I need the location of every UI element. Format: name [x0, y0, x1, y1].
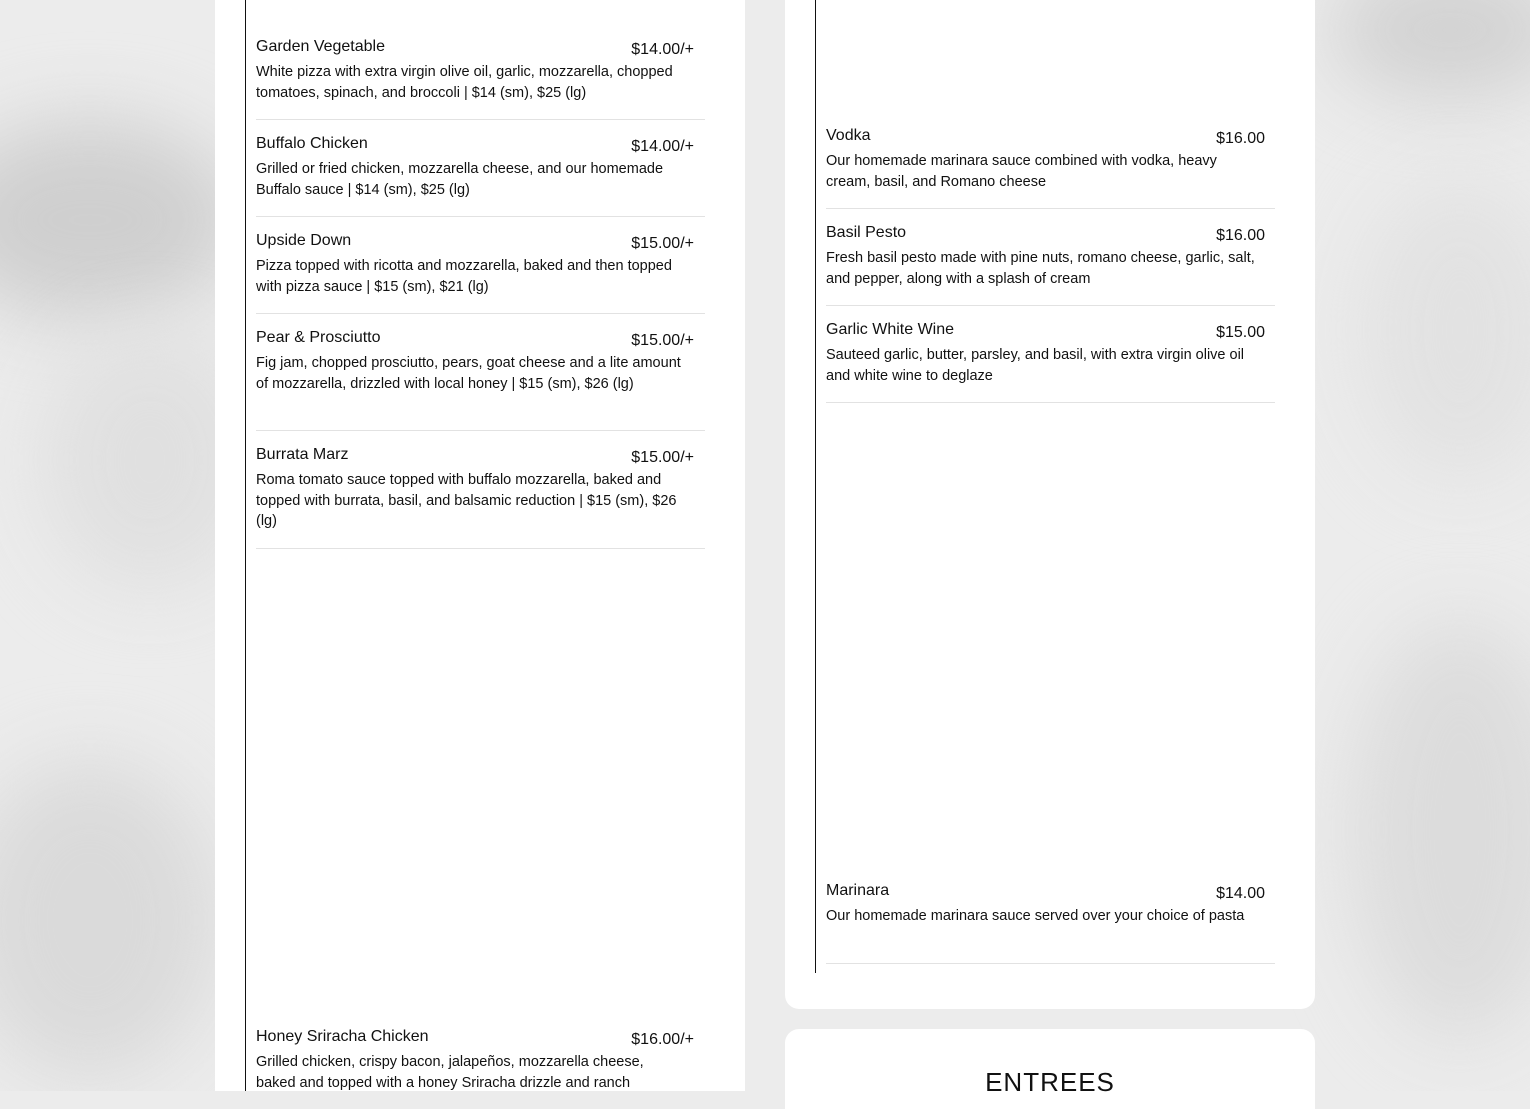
- column-divider-left: [245, 0, 246, 1091]
- menu-item-price: $15.00/+: [631, 332, 694, 349]
- menu-item: [256, 1027, 705, 1091]
- menu-item-name: Buffalo Chicken: [256, 135, 368, 152]
- menu-item: [826, 223, 1275, 306]
- menu-item: [256, 445, 705, 549]
- menu-item-name: Basil Pesto: [826, 224, 907, 241]
- menu-item-price: $14.00/+: [631, 41, 694, 58]
- item-divider: [256, 548, 705, 549]
- item-divider: [256, 216, 705, 217]
- menu-item-price: $15.00/+: [631, 449, 694, 466]
- menu-item-description: Our homemade marinara sauce served over your choice of pasta: [826, 908, 1245, 924]
- item-divider: [826, 305, 1275, 306]
- menu-item: [256, 37, 705, 120]
- menu-item-description: Roma tomato sauce topped with buffalo mozzarella, baked and topped with burrata, basil, and balsamic reduction | $15 (sm), $26 (lg): [256, 472, 677, 529]
- menu-item-description: Pizza topped with ricotta and mozzarella, baked and then topped with pizza sauce | $15 (sm), $21 (lg): [256, 258, 672, 295]
- item-divider: [256, 119, 705, 120]
- menu-item-description: Grilled chicken, crispy bacon, jalapeños, mozzarella cheese, baked and topped with a honey Sriracha drizzle and ranch: [256, 1054, 644, 1091]
- menu-item-price: $16.00: [1216, 130, 1265, 147]
- menu-item-name: Marinara: [826, 882, 890, 899]
- menu-item: [256, 328, 705, 431]
- item-divider: [826, 208, 1275, 209]
- menu-item-name: Burrata Marz: [256, 446, 349, 463]
- menu-item: [826, 320, 1275, 403]
- item-divider: [826, 402, 1275, 403]
- menu-item-description: Fresh basil pesto made with pine nuts, romano cheese, garlic, salt, and pepper, along with a splash of cream: [826, 250, 1255, 287]
- menu-item-description: Grilled or fried chicken, mozzarella cheese, and our homemade Buffalo sauce | $14 (sm), $25 (lg): [256, 161, 664, 198]
- menu-item-name: Vodka: [826, 127, 871, 144]
- menu-item-description: White pizza with extra virgin olive oil, garlic, mozzarella, chopped tomatoes, spinach, and broccoli | $14 (sm), $25 (lg): [256, 64, 673, 101]
- menu-item-description: Our homemade marinara sauce combined with vodka, heavy cream, basil, and Romano cheese: [826, 153, 1217, 190]
- item-divider: [826, 963, 1275, 964]
- menu-item-name: Upside Down: [256, 232, 352, 249]
- menu-item-name: Garden Vegetable: [256, 38, 385, 55]
- menu-item-name: Honey Sriracha Chicken: [256, 1028, 429, 1045]
- menu-item-description: Fig jam, chopped prosciutto, pears, goat cheese and a lite amount of mozzarella, drizzled with local honey | $15 (sm), $26 (lg): [256, 355, 681, 392]
- menu-item-name: Pear & Prosciutto: [256, 329, 381, 346]
- menu-item-price: $16.00: [1216, 227, 1265, 244]
- menu-item: [256, 134, 705, 217]
- menu-item: [826, 126, 1275, 209]
- menu-item-price: $16.00/+: [631, 1031, 694, 1048]
- menu-item-price: $15.00/+: [631, 235, 694, 252]
- menu-item-name: Garlic White Wine: [826, 321, 955, 338]
- menu-item-price: $15.00: [1216, 324, 1265, 341]
- menu-item-price: $14.00: [1216, 885, 1265, 902]
- menu-item-price: $14.00/+: [631, 138, 694, 155]
- menu-item: [826, 881, 1275, 964]
- section-title: ENTREES: [985, 1067, 1115, 1097]
- item-divider: [256, 313, 705, 314]
- column-divider-right: [815, 0, 816, 973]
- menu-item-description: Sauteed garlic, butter, parsley, and basil, with extra virgin olive oil and white wine to deglaze: [826, 347, 1245, 384]
- menu-item: [256, 231, 705, 314]
- item-divider: [256, 430, 705, 431]
